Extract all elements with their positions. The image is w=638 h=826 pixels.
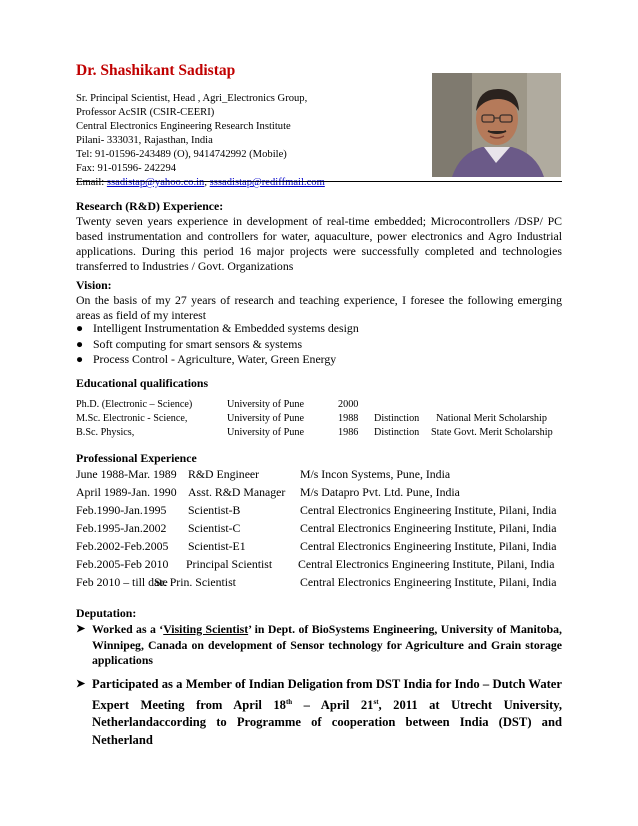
experience-role: R&D Engineer <box>188 467 260 481</box>
person-portrait-icon <box>432 73 561 177</box>
vision-bullet-text: Process Control - Agriculture, Water, Green Energy <box>93 352 337 366</box>
experience-role: Sr. Prin. Scientist <box>154 575 236 589</box>
education-division: Distinction <box>374 427 420 438</box>
experience-role: Asst. R&D Manager <box>188 485 286 499</box>
experience-heading: Professional Experience <box>76 451 197 465</box>
email-label: Email: <box>76 177 107 188</box>
education-university: University of Pune <box>227 413 304 424</box>
experience-org: Central Electronics Engineering Institute, Pilani, India <box>298 557 555 571</box>
research-text: Twenty seven years experience in development of real-time embedded; Microcontrollers /DSP/ PC based instrumentation and controllers for water, aquaculture, power electronics and Agro Industrial applications. During this period 16 major projects were successfully completed and technologies transferred to Industries / Govt. Organizations <box>76 214 562 273</box>
visiting-scientist-text: Visiting Scientist <box>163 622 249 636</box>
email-line <box>76 176 325 190</box>
education-year: 1988 <box>338 413 359 424</box>
education-university: University of Pune <box>227 399 304 410</box>
education-degree: Ph.D. (Electronic – Science) <box>76 399 193 410</box>
experience-row <box>76 521 562 536</box>
email-link-rediff[interactable]: sssadistap@rediffmail.com <box>209 177 325 188</box>
deputation-text-part: Worked as a ‘ <box>92 622 164 636</box>
email-separator: , <box>204 177 210 188</box>
education-award: National Merit Scholarship <box>436 413 547 424</box>
experience-role: Scientist-B <box>188 503 241 517</box>
education-row <box>76 427 562 441</box>
experience-period: Feb.2002-Feb.2005 <box>76 539 169 553</box>
experience-row <box>76 503 562 518</box>
ordinal-suffix: th <box>285 697 293 706</box>
arrow-bullet-icon: ➤ <box>76 678 86 690</box>
deputation-text-part: Participated as a Member of Indian Deligation from DST India for Indo – Dutch Water Expert Meeting from April 18 <box>92 677 562 712</box>
education-university: University of Pune <box>227 427 304 438</box>
experience-role: Principal Scientist <box>186 557 273 571</box>
experience-row <box>76 467 562 482</box>
ordinal-suffix: st <box>373 697 379 706</box>
experience-period: Feb.2005-Feb 2010 <box>76 557 169 571</box>
experience-org: M/s Datapro Pvt. Ltd. Pune, India <box>300 485 460 499</box>
experience-period: Feb.1995-Jan.2002 <box>76 521 167 535</box>
experience-role: Scientist-C <box>188 521 241 535</box>
deputation-item <box>76 622 562 669</box>
vision-bullet-text: Soft computing for smart sensors & systems <box>93 337 303 351</box>
header-line-professor: Professor AcSIR (CSIR-CEERI) <box>76 107 215 118</box>
profile-photo <box>432 73 561 177</box>
vision-text: On the basis of my 27 years of research and teaching experience, I foresee the following emerging areas as field of my interest <box>76 293 562 322</box>
education-heading: Educational qualifications <box>76 376 209 390</box>
experience-org: Central Electronics Engineering Institute, Pilani, India <box>300 575 557 589</box>
experience-period: Feb.1990-Jan.1995 <box>76 503 167 517</box>
experience-period: April 1989-Jan. 1990 <box>76 485 177 499</box>
header-divider <box>76 181 562 182</box>
deputation-text-part: – April 21 <box>292 697 374 712</box>
education-degree: B.Sc. Physics, <box>76 427 135 438</box>
experience-row <box>76 575 562 590</box>
header-line-tel: Tel: 91-01596-243489 (O), 9414742992 (Mobile) <box>76 149 287 160</box>
deputation-text-part: , 2011 at Utrecht University, Netherlandaccording to Programme of cooperation between India (DST) and Netherland <box>92 697 563 747</box>
research-heading: Research (R&D) Experience: <box>76 199 224 213</box>
header-line-institute: Central Electronics Engineering Research Institute <box>76 121 291 132</box>
deputation-text <box>92 622 562 669</box>
deputation-heading: Deputation: <box>76 606 137 620</box>
education-row <box>76 399 562 413</box>
experience-row <box>76 539 562 554</box>
education-year: 2000 <box>338 399 359 410</box>
deputation-text-part: ’ in Dept. of BioSystems Engineering, University of Manitoba, Winnipeg, Canada on development of Sensor technology for Agriculture and Grain storage applications <box>92 622 562 667</box>
education-row <box>76 413 562 427</box>
experience-period: June 1988-Mar. 1989 <box>76 467 177 481</box>
deputation-item <box>76 676 562 749</box>
experience-role: Scientist-E1 <box>188 539 246 553</box>
header-line-fax: Fax: 91-01596- 242294 <box>76 163 177 174</box>
experience-org: Central Electronics Engineering Institute, Pilani, India <box>300 521 557 535</box>
education-award: State Govt. Merit Scholarship <box>431 427 553 438</box>
experience-org: Central Electronics Engineering Institute, Pilani, India <box>300 503 557 517</box>
header-line-title: Sr. Principal Scientist, Head , Agri_Electronics Group, <box>76 93 308 104</box>
vision-heading: Vision: <box>76 278 112 292</box>
email-link-yahoo[interactable]: ssadistap@yahoo.co.in <box>106 177 205 188</box>
bullet-dot-icon: ● <box>76 352 84 366</box>
experience-row <box>76 557 562 572</box>
bullet-dot-icon: ● <box>76 337 84 351</box>
person-name: Dr. Shashikant Sadistap <box>76 62 236 79</box>
experience-org: M/s Incon Systems, Pune, India <box>300 467 451 481</box>
deputation-text <box>92 676 562 749</box>
bullet-dot-icon: ● <box>76 321 84 335</box>
education-year: 1986 <box>338 427 359 438</box>
experience-period: Feb 2010 – till date <box>76 575 168 589</box>
header-line-address: Pilani- 333031, Rajasthan, India <box>76 135 213 146</box>
experience-row <box>76 485 562 500</box>
vision-bullet-text: Intelligent Instrumentation & Embedded systems design <box>93 321 359 335</box>
education-degree: M.Sc. Electronic - Science, <box>76 413 188 424</box>
arrow-bullet-icon: ➤ <box>76 623 86 635</box>
education-division: Distinction <box>374 413 420 424</box>
experience-org: Central Electronics Engineering Institute, Pilani, India <box>300 539 557 553</box>
